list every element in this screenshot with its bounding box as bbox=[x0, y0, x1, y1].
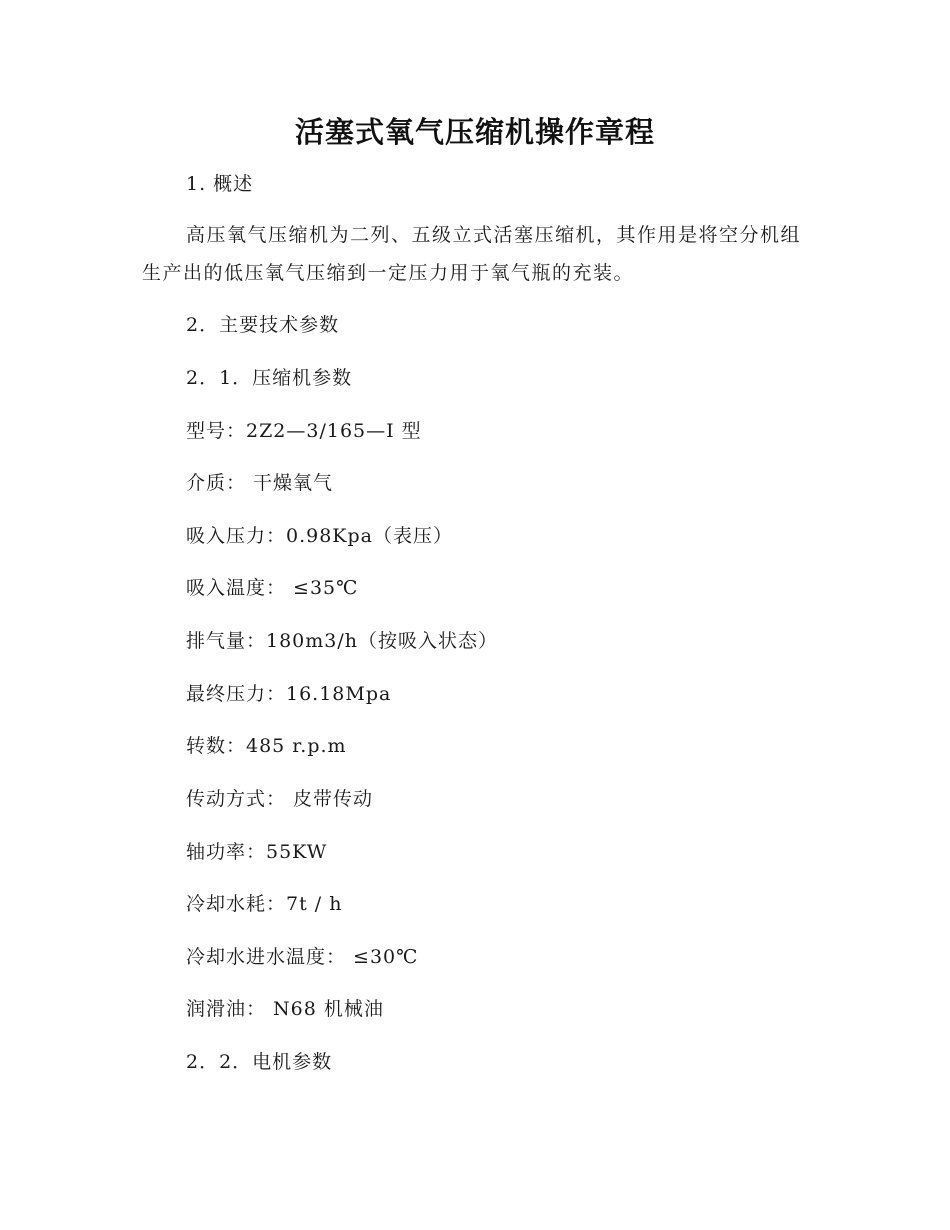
param-suction-pressure: 吸入压力：0.98Kpa（表压） bbox=[186, 525, 453, 547]
section-2-heading: 2．主要技术参数 bbox=[186, 314, 340, 336]
section-2-1-heading: 2．1．压缩机参数 bbox=[186, 367, 353, 389]
param-final-pressure: 最终压力：16.18Mpa bbox=[186, 683, 392, 705]
section-1-heading: 1. 概述 bbox=[186, 173, 254, 195]
param-transmission: 传动方式： 皮带传动 bbox=[186, 788, 374, 810]
param-displacement: 排气量：180m3/h（按吸入状态） bbox=[186, 630, 499, 652]
param-suction-temperature: 吸入温度： ≤35℃ bbox=[186, 577, 359, 599]
param-lubricant: 润滑油： N68 机械油 bbox=[186, 998, 384, 1020]
param-shaft-power: 轴功率：55KW bbox=[186, 841, 328, 863]
param-medium: 介质： 干燥氧气 bbox=[186, 472, 334, 494]
document-title: 活塞式氧气压缩机操作章程 bbox=[294, 115, 655, 149]
section-2-2-heading: 2．2．电机参数 bbox=[186, 1051, 333, 1073]
param-speed: 转数：485 r.p.m bbox=[186, 735, 347, 757]
param-cooling-water-inlet-temp: 冷却水进水温度： ≤30℃ bbox=[186, 946, 419, 968]
param-model: 型号：2Z2—3/165—I 型 bbox=[186, 420, 422, 442]
param-cooling-water-consumption: 冷却水耗：7t / h bbox=[186, 893, 343, 915]
section-1-body: 高压氧气压缩机为二列、五级立式活塞压缩机，其作用是将空分机组生产出的低压氧气压缩到一定压力用于氧气瓶的充装。 bbox=[142, 224, 802, 284]
